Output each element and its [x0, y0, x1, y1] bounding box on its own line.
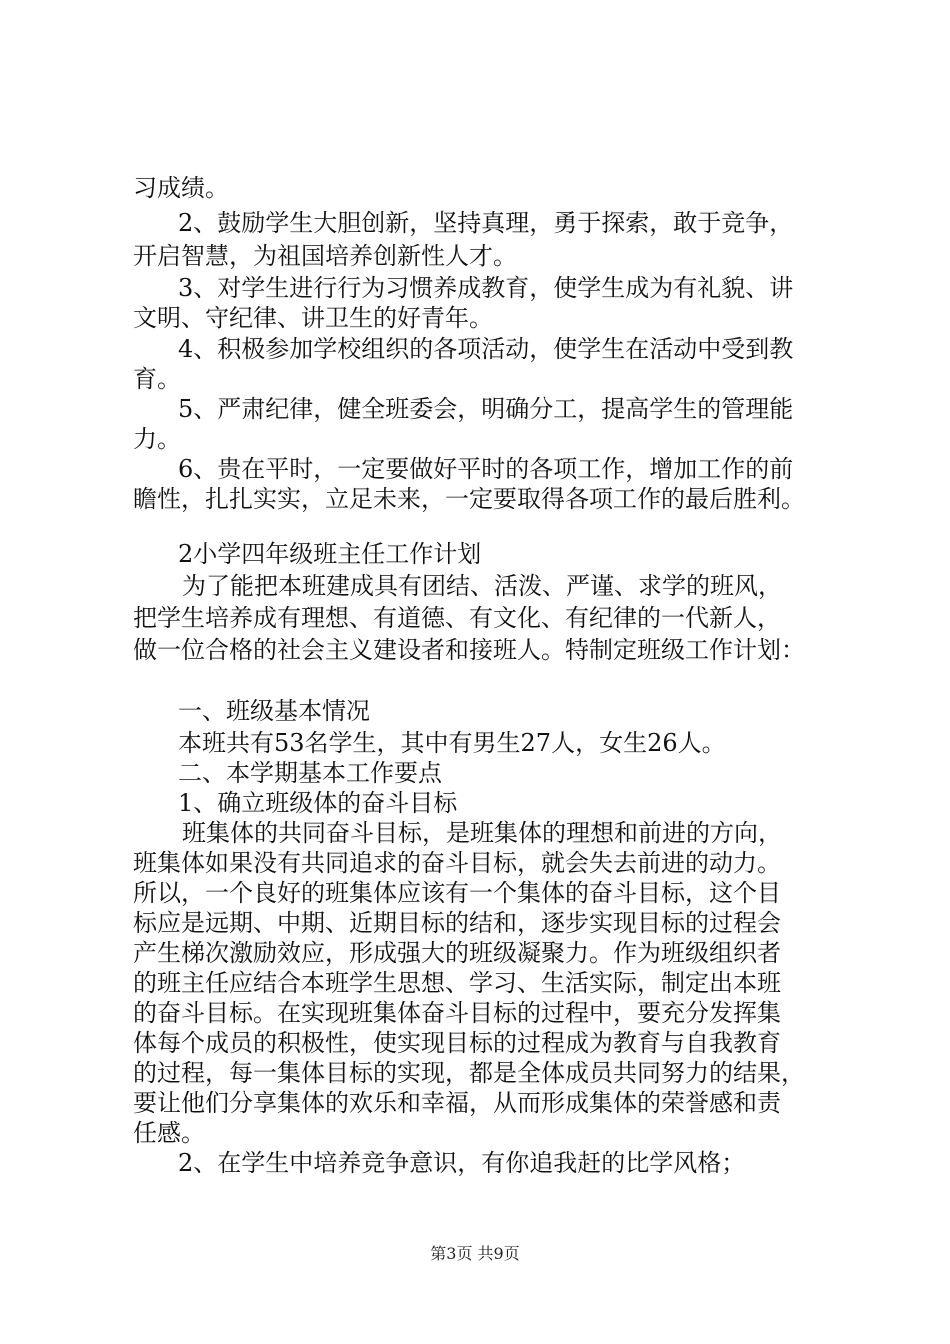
page-number-footer: 第3页 共9页 [430, 1244, 520, 1263]
text-line: 要让他们分享集体的欢乐和幸福，从而形成集体的荣誉感和责 [133, 1089, 781, 1117]
text-line: 任感。 [133, 1119, 205, 1147]
text-line: 4、积极参加学校组织的各项活动，使学生在活动中受到教 [178, 335, 794, 363]
text-line: 班集体如果没有共同追求的奋斗目标，就会失去前进的动力。 [133, 849, 781, 877]
text-line: 3、对学生进行行为习惯养成教育，使学生成为有礼貌、讲 [178, 274, 794, 302]
text-line: 5、严肃纪律，健全班委会，明确分工，提高学生的管理能 [178, 395, 794, 423]
section-heading: 二、本学期基本工作要点 [178, 759, 442, 787]
text-line: 开启智慧，为祖国培养创新性人才。 [133, 242, 517, 270]
text-line: 习成绩。 [133, 174, 229, 202]
text-line: 力。 [133, 425, 181, 453]
text-line: 体每个成员的积极性，使实现目标的过程成为教育与自我教育 [133, 1029, 781, 1057]
text-line: 文明、守纪律、讲卫生的好青年。 [133, 304, 493, 332]
text-line: 班集体的共同奋斗目标，是班集体的理想和前进的方向， [182, 819, 782, 847]
text-line: 6、贵在平时，一定要做好平时的各项工作，增加工作的前 [178, 455, 794, 483]
text-line: 的班主任应结合本班学生思想、学习、生活实际，制定出本班 [133, 969, 781, 997]
text-line: 为了能把本班建成具有团结、活泼、严谨、求学的班风， [182, 572, 782, 600]
text-line: 所以，一个良好的班集体应该有一个集体的奋斗目标，这个目 [133, 879, 781, 907]
text-line: 2、鼓励学生大胆创新，坚持真理，勇于探索，敢于竞争， [178, 209, 794, 237]
text-line: 育。 [133, 365, 181, 393]
text-line: 做一位合格的社会主义建设者和接班人。特制定班级工作计划： [133, 636, 805, 664]
text-line: 的过程，每一集体目标的实现，都是全体成员共同努力的结果， [133, 1059, 805, 1087]
section-heading: 1、确立班级体的奋斗目标 [178, 789, 458, 817]
text-line: 的奋斗目标。在实现班集体奋斗目标的过程中，要充分发挥集 [133, 999, 781, 1027]
text-line: 本班共有53名学生，其中有男生27人，女生26人。 [178, 729, 726, 757]
section-heading: 2小学四年级班主任工作计划 [178, 540, 482, 568]
text-line: 产生梯次激励效应，形成强大的班级凝聚力。作为班级组织者 [133, 939, 781, 967]
text-line: 2、在学生中培养竞争意识，有你追我赶的比学风格； [178, 1149, 746, 1177]
text-line: 把学生培养成有理想、有道德、有文化、有纪律的一代新人， [133, 604, 781, 632]
section-heading: 一、班级基本情况 [178, 697, 370, 725]
text-line: 标应是远期、中期、近期目标的结和，逐步实现目标的过程会 [133, 909, 781, 937]
text-line: 瞻性，扎扎实实，立足未来，一定要取得各项工作的最后胜利。 [133, 485, 805, 513]
